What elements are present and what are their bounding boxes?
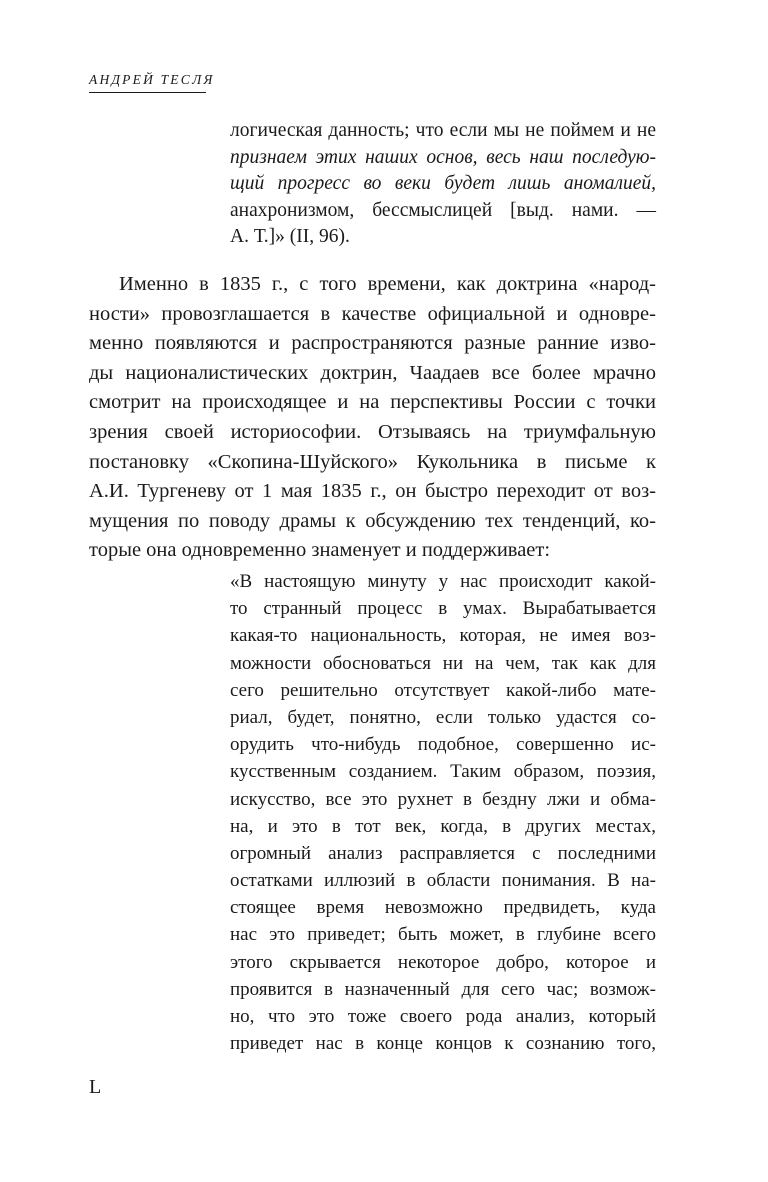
main-paragraph (89, 270, 656, 566)
running-head: АНДРЕЙ ТЕСЛЯ (89, 72, 215, 87)
quote-line: проявится в назначенный для сего час; возмож- (230, 978, 656, 1000)
quote-line: щий прогресс во веки будет лишь аномалией, (230, 173, 656, 194)
quote-line: стоящее время невозможно предвидеть, куда (230, 897, 656, 919)
quote-line: то странный процесс в умах. Вырабатывается (230, 598, 656, 620)
quote-line: признаем этих наших основ, весь наш последую- (230, 146, 656, 168)
quote-line: «В настоящую минуту у нас происходит какой- (230, 571, 656, 592)
quote-line: риал, будет, понятно, если только удастся со- (230, 706, 656, 728)
quote-line: сего решительно отсутствует какой-либо мате- (230, 679, 656, 701)
quote-line: кусственным созданием. Таким образом, поэзия, (230, 761, 656, 783)
quote-line: на, и это в тот век, когда, в других местах, (230, 815, 656, 837)
quote-line: нас это приведет; быть может, в глубине всего (230, 924, 656, 946)
quote-line: огромный анализ расправляется с последними (230, 842, 656, 864)
quote-line: искусство, все это рухнет в бездну лжи и обма- (230, 788, 656, 810)
quote-line: орудить что-нибудь подобное, совершенно ис- (230, 734, 656, 756)
block-quote (230, 568, 656, 1057)
quote-line: логическая данность; что если мы не поймем и не (230, 120, 656, 141)
quote-line: анахронизмом, бессмыслицей [выд. нами. — (230, 199, 656, 221)
quote-line: А. Т.]» (II, 96). (230, 226, 350, 247)
quote-line: можности обосноваться ни на чем, так как для (230, 652, 656, 674)
paragraph-line: А.И. Тургеневу от 1 мая 1835 г., он быстро переходит от воз- (89, 480, 656, 503)
paragraph-line: Именно в 1835 г., с того времени, как доктрина «народ- (119, 273, 656, 295)
quote-continuation (230, 118, 656, 251)
quote-line: остатками иллюзий в области понимания. В на- (230, 870, 656, 892)
paragraph-line: менно появляются и распространяются разные ранние изво- (89, 332, 656, 355)
quote-line: приведет нас в конце концов к сознанию того, (230, 1033, 656, 1055)
paragraph-line: мущения по поводу драмы к обсуждению тех тенденций, ко- (89, 509, 656, 532)
page-number: L (89, 1076, 102, 1098)
paragraph-line: ды националистических доктрин, Чаадаев все более мрачно (89, 361, 656, 384)
paragraph-line: смотрит на происходящее и на перспективы России с точки (89, 391, 656, 414)
running-head-rule (89, 92, 206, 93)
paragraph-line: торые она одновременно знаменует и поддерживает: (89, 539, 551, 562)
paragraph-line: зрения своей историософии. Отзываясь на триумфальную (89, 420, 656, 443)
quote-line: этого скрывается некоторое добро, которое и (230, 951, 656, 973)
quote-line: какая-то национальность, которая, не имея воз- (230, 625, 656, 647)
paragraph-line: ности» провозглашается в качестве официальной и одновре- (89, 302, 656, 325)
paragraph-line: постановку «Скопина-Шуйского» Кукольника в письме к (89, 450, 656, 473)
quote-line: но, что это тоже своего рода анализ, который (230, 1006, 656, 1027)
